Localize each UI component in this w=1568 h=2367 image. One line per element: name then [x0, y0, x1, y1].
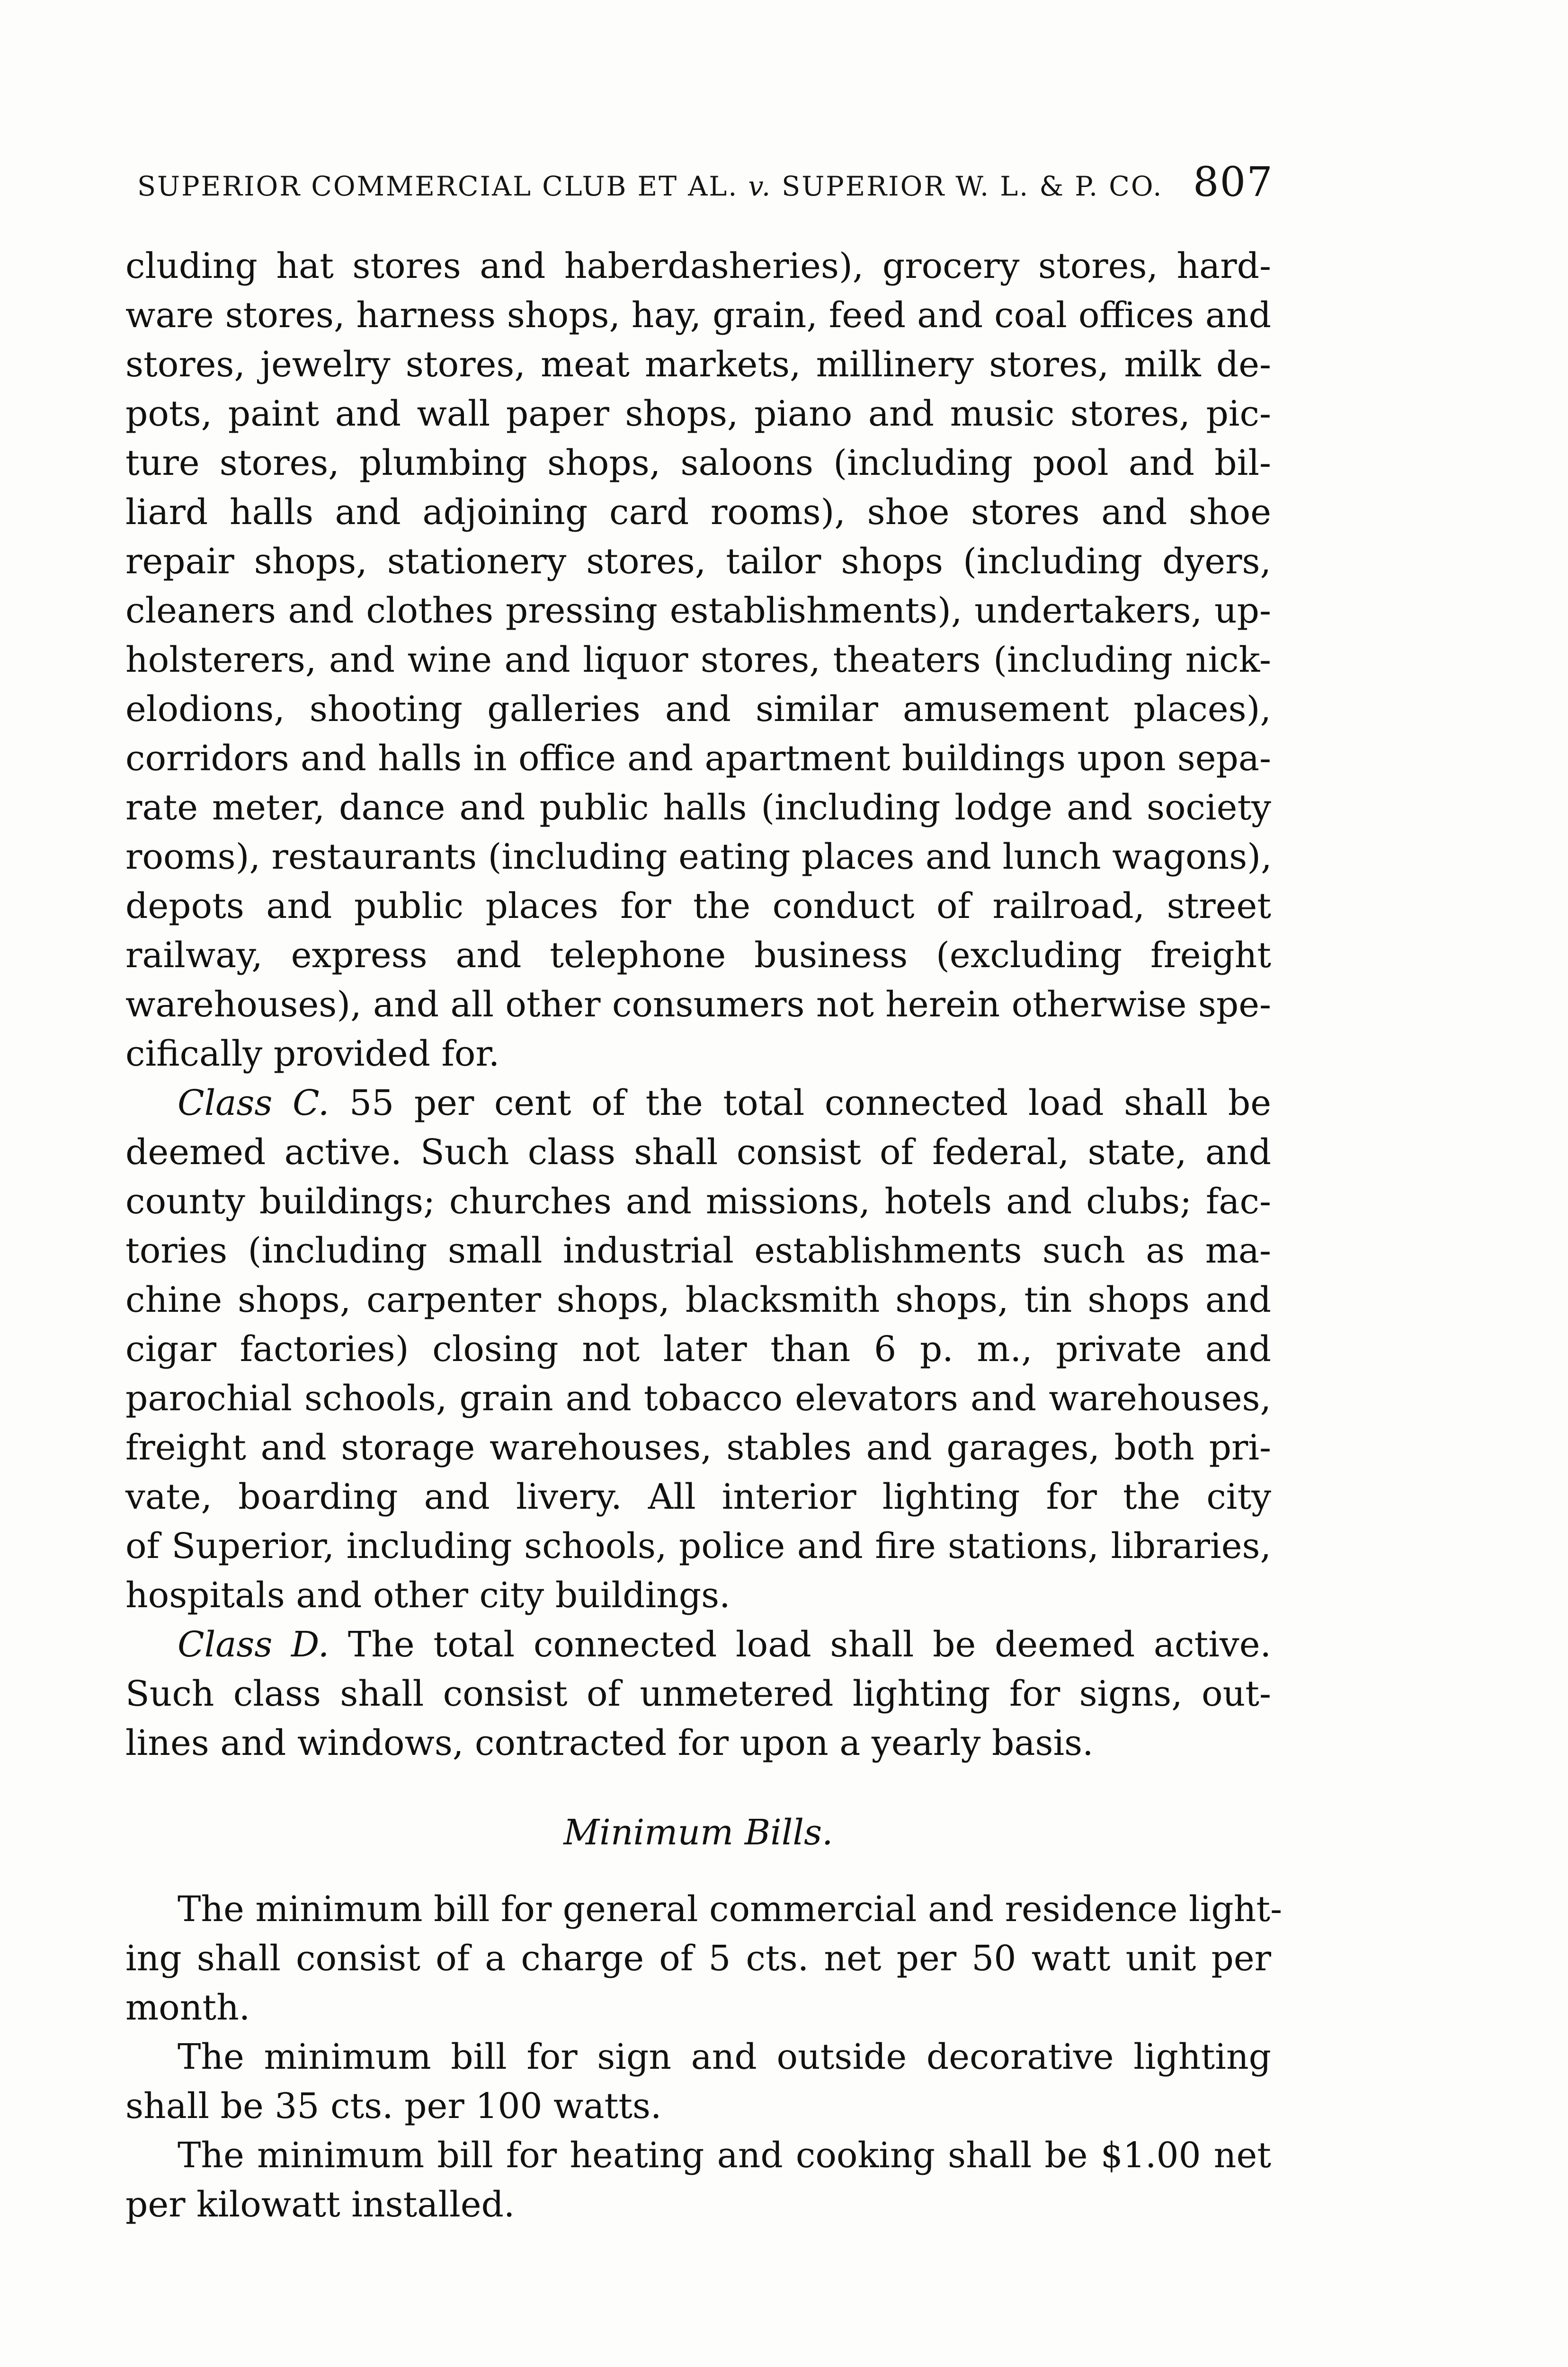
- paragraph-class-d: [125, 1620, 1271, 1768]
- text-line: corridors and halls in office and apartment buildings upon sepa-: [125, 738, 1271, 779]
- text-line: shall be 35 cts. per 100 watts.: [125, 2086, 662, 2127]
- text-line: per kilowatt installed.: [125, 2184, 515, 2225]
- paragraph-class-c: [125, 1078, 1271, 1620]
- text-line: The minimum bill for sign and outside decorative lighting: [178, 2037, 1271, 2077]
- text-line: holsterers, and wine and liquor stores, theaters (including nick-: [125, 640, 1271, 680]
- text-line: of Superior, including schools, police and fire stations, libraries,: [125, 1526, 1271, 1566]
- text-line: elodions, shooting galleries and similar amusement places),: [125, 689, 1271, 730]
- text-line: Such class shall consist of unmetered lighting for signs, out-: [125, 1673, 1271, 1714]
- text-line: chine shops, carpenter shops, blacksmith shops, tin shops and: [125, 1280, 1271, 1320]
- text-line: freight and storage warehouses, stables and garages, both pri-: [125, 1427, 1271, 1468]
- text-line: tories (including small industrial establishments such as ma-: [125, 1230, 1271, 1271]
- text-line: depots and public places for the conduct of railroad, street: [125, 886, 1271, 926]
- running-title-respondent: SUPERIOR W. L. & P. CO.: [772, 171, 1163, 202]
- class-c-label: Class C.: [178, 1083, 330, 1123]
- text-line: [125, 1078, 1271, 1128]
- text-line: rate meter, dance and public halls (including lodge and society: [125, 787, 1271, 828]
- class-c-first-line: 55 per cent of the total connected load shall be: [329, 1083, 1271, 1123]
- text-line: repair shops, stationery stores, tailor shops (including dyers,: [125, 541, 1271, 582]
- text-line: [125, 1620, 1271, 1669]
- text-line: vate, boarding and livery. All interior lighting for the city: [125, 1477, 1271, 1517]
- text-line: hospitals and other city buildings.: [125, 1575, 731, 1616]
- text-line: cigar factories) closing not later than 6 p. m., private and: [125, 1329, 1271, 1370]
- text-line: The minimum bill for heating and cooking shall be $1.00 net: [178, 2135, 1271, 2176]
- text-line: ture stores, plumbing shops, saloons (including pool and bil-: [125, 443, 1271, 483]
- versus-abbreviation: v.: [748, 171, 772, 202]
- text-line: ing shall consist of a charge of 5 cts. net per 50 watt unit per: [125, 1938, 1271, 1979]
- text-line: liard halls and adjoining card rooms), shoe stores and shoe: [125, 492, 1271, 533]
- class-d-first-line: The total connected load shall be deemed active.: [329, 1624, 1272, 1665]
- paragraph-continued-list: [125, 241, 1271, 1078]
- section-heading-minimum-bills: Minimum Bills.: [563, 1812, 833, 1853]
- paragraph-minimum-bill-lighting: [125, 1885, 1283, 2032]
- text-line: month.: [125, 1987, 250, 2028]
- running-title-parties: SUPERIOR COMMERCIAL CLUB ET AL.: [137, 171, 748, 202]
- text-line: ware stores, harness shops, hay, grain, feed and coal offices and: [125, 295, 1271, 336]
- text-line: warehouses), and all other consumers not herein otherwise spe-: [125, 984, 1271, 1025]
- running-head: [137, 159, 1274, 211]
- body-text: [125, 241, 1283, 2277]
- text-line: The minimum bill for general commercial and residence light-: [178, 1889, 1283, 1930]
- text-line: parochial schools, grain and tobacco elevators and warehouses,: [125, 1378, 1271, 1419]
- text-line: railway, express and telephone business (excluding freight: [125, 935, 1271, 976]
- running-title: [137, 171, 1163, 202]
- text-line: cifically provided for.: [125, 1033, 500, 1074]
- paragraph-minimum-bill-sign: [125, 2032, 1271, 2131]
- paragraph-minimum-bill-heating: [125, 2131, 1271, 2229]
- text-line: lines and windows, contracted for upon a yearly basis.: [125, 1723, 1094, 1763]
- page-number: 807: [1193, 159, 1274, 206]
- text-line: cleaners and clothes pressing establishments), undertakers, up-: [125, 590, 1271, 631]
- class-d-label: Class D.: [178, 1624, 330, 1665]
- text-line: pots, paint and wall paper shops, piano and music stores, pic-: [125, 393, 1271, 434]
- text-line: rooms), restaurants (including eating places and lunch wagons),: [125, 836, 1272, 877]
- text-line: cluding hat stores and haberdasheries), grocery stores, hard-: [125, 246, 1271, 286]
- text-line: deemed active. Such class shall consist of federal, state, and: [125, 1132, 1271, 1173]
- text-line: county buildings; churches and missions, hotels and clubs; fac-: [125, 1181, 1271, 1222]
- text-line: stores, jewelry stores, meat markets, millinery stores, milk de-: [125, 344, 1271, 385]
